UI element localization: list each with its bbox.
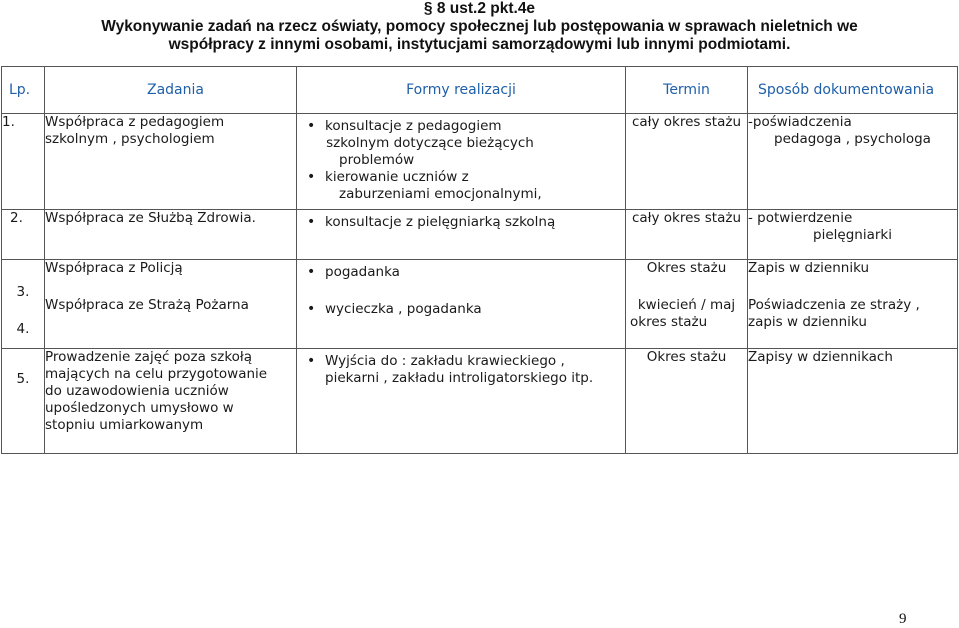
row-number: 5. xyxy=(16,371,30,387)
heading-title-line2: współpracy z innymi osobami, instytucjami samorządowymi lub innymi podmiotami. xyxy=(168,36,791,53)
task-cell: Współpraca ze Służbą Zdrowia. xyxy=(45,210,297,260)
task-text: Współpraca z Policją xyxy=(45,260,183,276)
list-item: • wycieczka , pogadanka xyxy=(297,301,625,318)
list-item xyxy=(297,118,625,169)
doc-cell xyxy=(748,114,958,210)
form-text: piekarni , zakładu introligatorskiego itp. xyxy=(325,370,594,386)
term-text: kwiecień / maj xyxy=(637,297,736,313)
header-lp: Lp. xyxy=(2,67,45,114)
row-number: 3. xyxy=(16,284,30,300)
heading-title-line1: Wykonywanie zadań na rzecz oświaty, pomocy społecznej lub postępowania w sprawach nieletnich we xyxy=(101,18,858,35)
tasks-table xyxy=(1,66,958,454)
table-row xyxy=(2,114,958,210)
form-text: zaburzeniami emocjonalnymi, xyxy=(339,186,542,202)
doc-cell xyxy=(748,260,958,349)
heading-paragraph: § 8 ust.2 pkt.4e xyxy=(423,0,536,17)
form-text: problemów xyxy=(339,152,415,168)
task-text: mających na celu przygotowanie xyxy=(45,366,268,382)
list-item xyxy=(297,169,625,203)
list-item: • pogadanka xyxy=(297,264,625,301)
task-text: do uzawodowienia uczniów xyxy=(45,383,229,399)
document-heading xyxy=(0,0,959,54)
task-text: upośledzonych umysłowo w xyxy=(45,400,234,416)
doc-text: - potwierdzenie xyxy=(748,210,853,226)
form-cell xyxy=(297,210,626,260)
doc-text: pielęgniarki xyxy=(813,227,892,243)
row-number-cell xyxy=(2,260,45,349)
doc-cell xyxy=(748,210,958,260)
term-cell xyxy=(626,260,748,349)
term-text: okres stażu xyxy=(630,314,708,330)
header-zadania: Zadania xyxy=(45,67,297,114)
task-text: Współpraca z pedagogiem xyxy=(45,114,225,130)
form-text: • konsultacje z pedagogiem xyxy=(325,118,502,134)
task-cell xyxy=(45,260,297,349)
page-number: 9 xyxy=(899,611,907,627)
form-cell xyxy=(297,349,626,454)
task-text: stopniu umiarkowanym xyxy=(45,417,204,433)
form-cell xyxy=(297,114,626,210)
form-cell xyxy=(297,260,626,349)
table-row xyxy=(2,210,958,260)
task-text: szkolnym , psychologiem xyxy=(45,131,215,147)
list-item xyxy=(297,353,625,387)
row-number: 2. xyxy=(2,210,45,260)
term-cell: cały okres stażu xyxy=(626,114,748,210)
row-number: 4. xyxy=(16,321,30,337)
table-row xyxy=(2,260,958,349)
doc-text: zapis w dzienniku xyxy=(748,314,867,330)
task-cell xyxy=(45,349,297,454)
form-text: • Wyjścia do : zakładu krawieckiego , xyxy=(325,353,565,369)
task-text: Współpraca ze Strażą Pożarna xyxy=(45,297,249,313)
term-text: Okres stażu xyxy=(646,260,727,276)
list-item: • konsultacje z pielęgniarką szkolną xyxy=(297,214,625,231)
term-cell: cały okres stażu xyxy=(626,210,748,260)
doc-cell: Zapisy w dziennikach xyxy=(748,349,958,454)
row-number-cell xyxy=(2,349,45,454)
table-header-row xyxy=(2,67,958,114)
form-text: • kierowanie uczniów z xyxy=(325,169,469,185)
task-cell xyxy=(45,114,297,210)
doc-text: pedagoga , psychologa xyxy=(774,131,931,147)
doc-text: Poświadczenia ze straży , xyxy=(748,297,920,313)
header-formy: Formy realizacji xyxy=(297,67,626,114)
form-text: szkolnym dotyczące bieżących xyxy=(326,135,534,151)
table-row xyxy=(2,349,958,454)
term-cell: Okres stażu xyxy=(626,349,748,454)
doc-text: -poświadczenia xyxy=(748,114,852,130)
header-termin: Termin xyxy=(626,67,748,114)
header-sposob: Sposób dokumentowania xyxy=(748,67,958,114)
doc-text: Zapis w dzienniku xyxy=(748,260,870,276)
task-text: Prowadzenie zajęć poza szkołą xyxy=(45,349,253,365)
row-number: 1. xyxy=(2,114,45,210)
